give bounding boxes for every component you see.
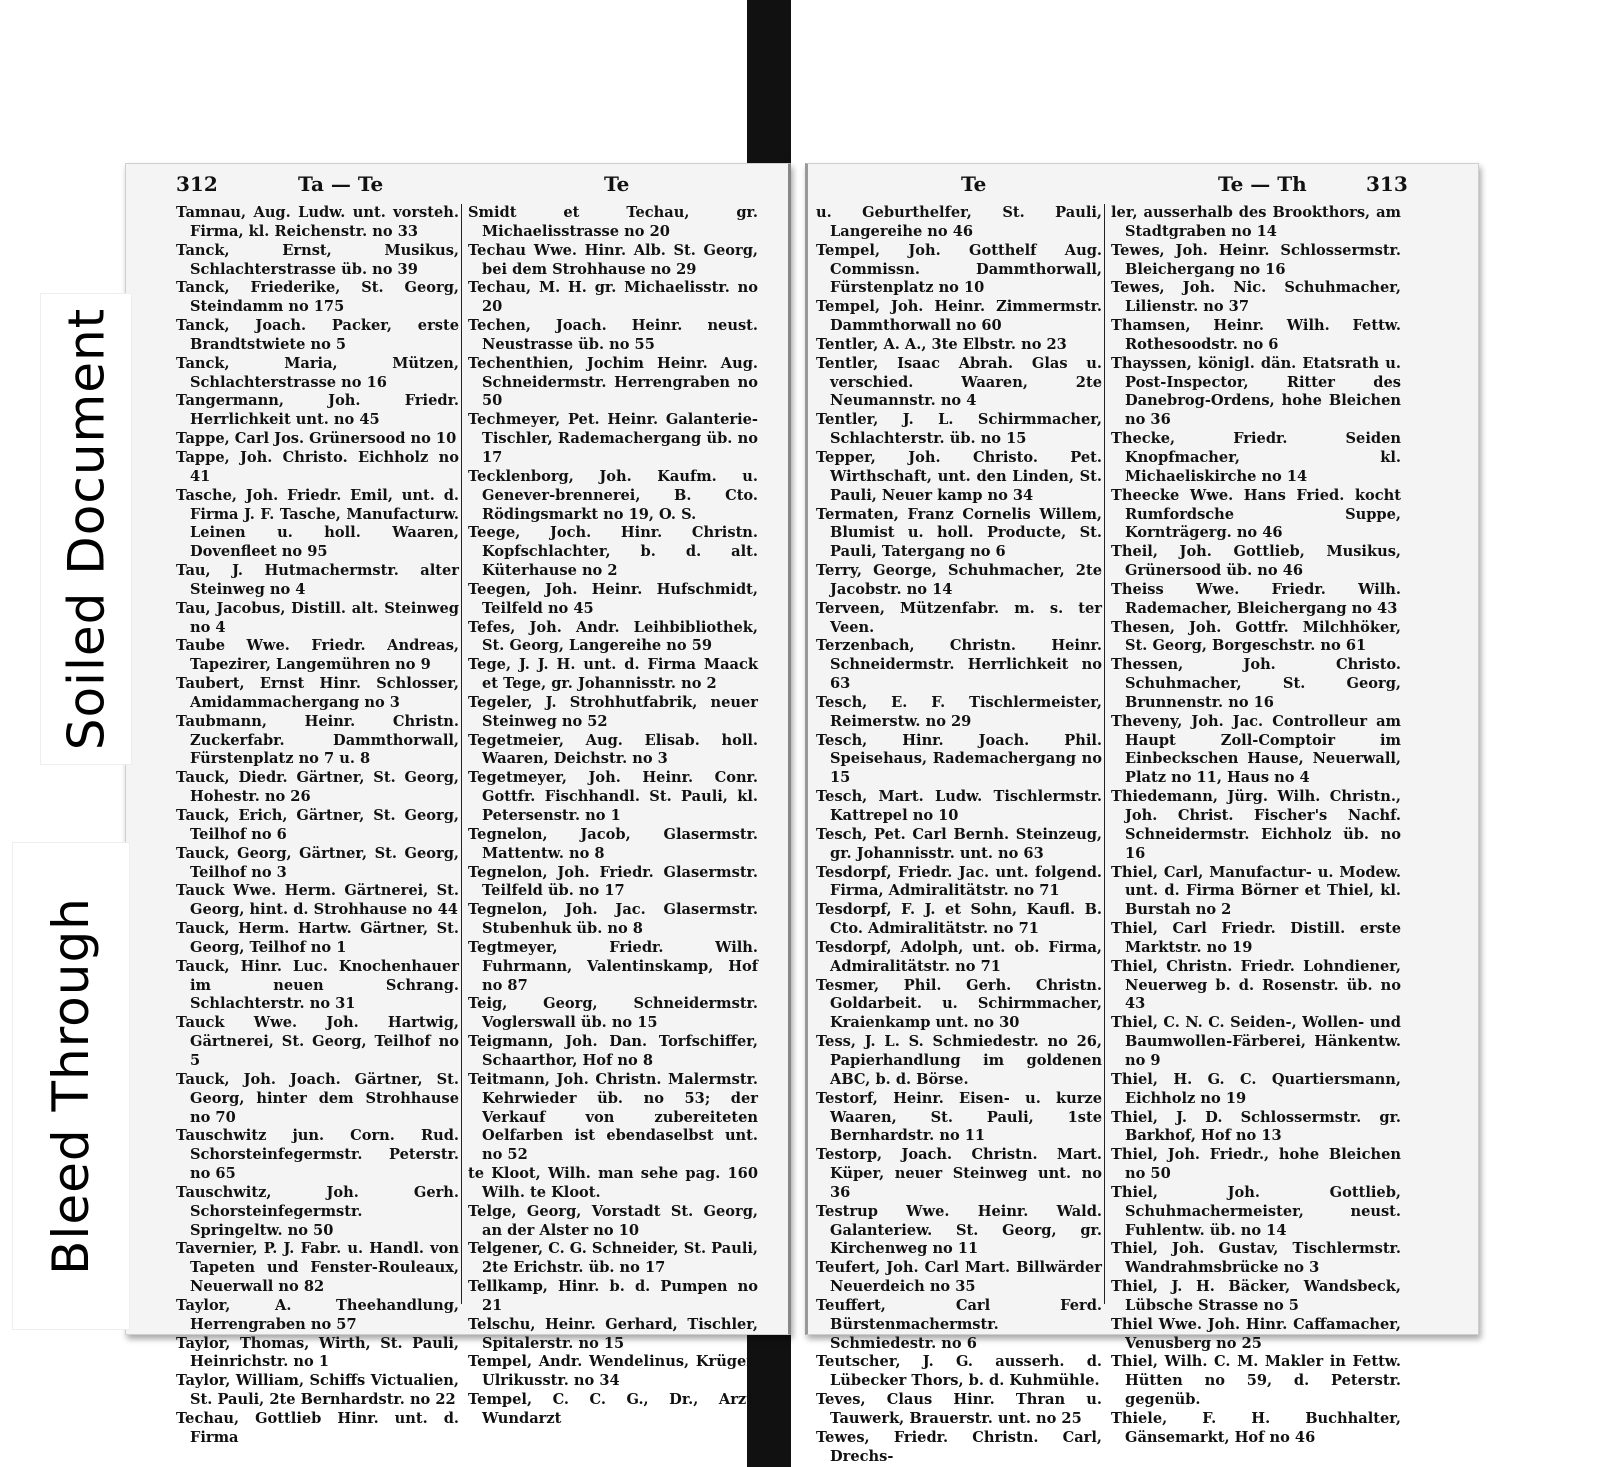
right-page-header: [808, 172, 1478, 202]
directory-entry: Tecklenborg, Joh. Kaufm. u. Genever-brennerei, B. Cto. Rödingsmarkt no 19, O. S.: [468, 467, 758, 523]
directory-entry: Thamsen, Heinr. Wilh. Fettw. Rothesoodstr. no 6: [1111, 317, 1401, 353]
directory-entry: Theil, Joh. Gottlieb, Musikus, Grünersood üb. no 46: [1111, 543, 1401, 580]
directory-entry: Tempel, C. C. G., Dr., Arzt, Wundarzt: [468, 1391, 758, 1427]
header-range: Ta — Te: [298, 172, 384, 196]
directory-entry: Teege, Joch. Hinr. Christn. Kopfschlachter, b. d. alt. Küterhause no 2: [468, 524, 758, 580]
soiled-document-stamp: [40, 293, 132, 765]
directory-entry: Tau, J. Hutmachermstr. alter Steinweg no 4: [176, 562, 459, 598]
directory-entry: Thiel, Carl Friedr. Distill. erste Marktstr. no 19: [1111, 920, 1401, 956]
directory-entry: Telschu, Heinr. Gerhard, Tischler, Spitalerstr. no 15: [468, 1315, 758, 1352]
directory-entry: Tauck Wwe. Herm. Gärtnerei, St. Georg, hint. d. Strohhause no 44: [176, 882, 459, 919]
page-number: 313: [1366, 172, 1408, 196]
directory-entry: Tegtmeyer, Friedr. Wilh. Fuhrmann, Valentinskamp, Hof no 87: [468, 938, 758, 994]
directory-entry: Tesch, Pet. Carl Bernh. Steinzeug, gr. Johannisstr. unt. no 63: [816, 825, 1102, 862]
directory-entry: Tesdorpf, F. J. et Sohn, Kaufl. B. Cto. Admiralitätstr. no 71: [816, 901, 1102, 938]
directory-entry: Telgener, C. G. Schneider, St. Pauli, 2te Erichstr. üb. no 17: [468, 1240, 758, 1277]
directory-entry: Testorp, Joach. Christn. Mart. Küper, neuer Steinweg unt. no 36: [816, 1146, 1102, 1201]
directory-entry: Tasche, Joh. Friedr. Emil, unt. d. Firma J. F. Tasche, Manufacturw. Leinen u. holl. Waaren, Dovenfleet no 95: [176, 486, 459, 561]
directory-entry: Taylor, A. Theehandlung, Herrengraben no 57: [176, 1296, 459, 1333]
directory-entry: Testrup Wwe. Heinr. Wald. Galanteriew. St. Georg, gr. Kirchenweg no 11: [816, 1202, 1102, 1258]
page-number: 312: [176, 172, 218, 196]
directory-entry: Teigmann, Joh. Dan. Torfschiffer, Schaarthor, Hof no 8: [468, 1033, 758, 1069]
directory-entry: Tentler, A. A., 3te Elbstr. no 23: [816, 335, 1067, 353]
directory-entry: Thecke, Friedr. Seiden Knopfmacher, kl. Michaeliskirche no 14: [1111, 430, 1401, 485]
directory-entry: Tauck, Hinr. Luc. Knochenhauer im neuen Schrang. Schlachterstr. no 31: [176, 957, 459, 1013]
directory-entry: Teig, Georg, Schneidermstr. Voglerswall üb. no 15: [468, 995, 758, 1032]
left-page: [125, 163, 791, 1446]
left-page-header: [126, 172, 788, 202]
directory-entry: Thiel, C. N. C. Seiden-, Wollen- und Baumwollen-Färberei, Hänkentw. no 9: [1111, 1014, 1401, 1069]
directory-entry: Taylor, William, Schiffs Victualien, St. Pauli, 2te Bernhardstr. no 22: [176, 1372, 459, 1409]
directory-entry: Thesen, Joh. Gottfr. Milchhöker, St. Georg, Borgeschstr. no 61: [1111, 618, 1401, 655]
directory-entry: Teitmann, Joh. Christn. Malermstr. Kehrwieder üb. no 53; der Verkauf von zubereiteten Oelfarben ist ebendaselbst unt. no 52: [468, 1070, 758, 1164]
directory-entry: Thiel, Joh. Gustav, Tischlermstr. Wandrahmsbrücke no 3: [1111, 1240, 1401, 1277]
directory-entry: Theiss Wwe. Friedr. Wilh. Rademacher, Bleichergang no 43: [1111, 580, 1401, 617]
directory-entry: Terzenbach, Christn. Heinr. Schneidermstr. Herrlichkeit no 63: [816, 637, 1102, 693]
directory-entry: Tamnau, Aug. Ludw. unt. vorsteh. Firma, kl. Reichenstr. no 33: [176, 204, 459, 240]
directory-column: [176, 204, 459, 1446]
directory-entry: Tempel, Joh. Heinr. Zimmermstr. Dammthorwall no 60: [816, 298, 1102, 335]
directory-entry: Tewes, Friedr. Christn. Carl, Drechs-: [816, 1428, 1102, 1465]
directory-entry: Tegnelon, Joh. Jac. Glasermstr. Stubenhuk üb. no 8: [468, 901, 758, 938]
directory-entry: u. Geburthelfer, St. Pauli, Langereihe no 46: [816, 204, 1102, 240]
directory-entry: Tegetmeier, Aug. Elisab. holl. Waaren, Deichstr. no 3: [468, 731, 758, 768]
directory-entry: Tanck, Maria, Mützen, Schlachterstrasse no 16: [176, 354, 459, 391]
directory-entry: Smidt et Techau, gr. Michaelisstrasse no 20: [468, 204, 758, 240]
directory-entry: Thiel, Joh. Gottlieb, Schuhmachermeister, neust. Fuhlentw. üb. no 14: [1111, 1183, 1401, 1239]
directory-entry: Techmeyer, Pet. Heinr. Galanterie-Tischler, Rademachergang üb. no 17: [468, 411, 758, 466]
stamp-label: Soiled Document: [57, 307, 116, 751]
header-letters: Te: [604, 172, 630, 196]
directory-entry: Thiel, Carl, Manufactur- u. Modew. unt. d. Firma Börner et Thiel, kl. Burstah no 2: [1111, 863, 1401, 919]
directory-entry: Terveen, Mützenfabr. m. s. ter Veen.: [816, 599, 1102, 636]
directory-entry: Tesdorpf, Friedr. Jac. unt. folgend. Firma, Admiralitätstr. no 71: [816, 863, 1102, 900]
directory-entry: Thiel, Joh. Friedr., hohe Bleichen no 50: [1111, 1146, 1401, 1183]
directory-entry: Teufert, Joh. Carl Mart. Billwärder Neuerdeich no 35: [816, 1259, 1102, 1296]
directory-entry: Tempel, Andr. Wendelinus, Krüger, Ulrikusstr. no 34: [468, 1353, 758, 1390]
directory-entry: Tauck, Joh. Joach. Gärtner, St. Georg, hinter dem Strohhause no 70: [176, 1070, 459, 1126]
directory-entry: Techau Wwe. Hinr. Alb. St. Georg, bei dem Strohhause no 29: [468, 241, 758, 278]
directory-entry: Thiel, H. G. C. Quartiersmann, Eichholz no 19: [1111, 1070, 1401, 1107]
directory-entry: Taube Wwe. Friedr. Andreas, Tapezirer, Langemühren no 9: [176, 637, 459, 674]
directory-entry: Termaten, Franz Cornelis Willem, Blumist u. holl. Producte, St. Pauli, Tatergang no 6: [816, 505, 1102, 561]
directory-entry: Taubmann, Heinr. Christn. Zuckerfabr. Dammthorwall, Fürstenplatz no 7 u. 8: [176, 712, 459, 768]
directory-entry: Thiel, Christn. Friedr. Lohndiener, Neuerweg b. d. Rosenstr. üb. no 43: [1111, 957, 1401, 1013]
directory-entry: Theveny, Joh. Jac. Controlleur am Haupt Zoll-Comptoir im Einbeckschen Hause, Neuerwall, Platz no 11, Haus no 4: [1111, 712, 1401, 787]
directory-entry: Tellkamp, Hinr. b. d. Pumpen no 21: [468, 1278, 758, 1314]
directory-entry: Teegen, Joh. Heinr. Hufschmidt, Teilfeld no 45: [468, 580, 758, 617]
directory-entry: Thiele, F. H. Buchhalter, Gänsemarkt, Hof no 46: [1111, 1410, 1401, 1446]
directory-entry: Tauschwitz jun. Corn. Rud. Schorsteinfegermstr. Peterstr. no 65: [176, 1127, 459, 1183]
directory-entry: Tauck Wwe. Joh. Hartwig, Gärtnerei, St. Georg, Teilhof no 5: [176, 1014, 459, 1069]
directory-entry: Tesch, E. F. Tischlermeister, Reimerstw. no 29: [816, 693, 1102, 730]
directory-entry: Techau, M. H. gr. Michaelisstr. no 20: [468, 279, 758, 316]
directory-entry: Tesmer, Phil. Gerh. Christn. Goldarbeit. u. Schirmmacher, Kraienkamp unt. no 30: [816, 976, 1102, 1032]
directory-entry: Taylor, Thomas, Wirth, St. Pauli, Heinrichstr. no 1: [176, 1334, 459, 1371]
directory-column: [461, 204, 758, 1427]
right-page: [805, 163, 1479, 1465]
directory-entry: Tegetmeyer, Joh. Heinr. Conr. Gottfr. Fischhandl. St. Pauli, kl. Petersenstr. no 1: [468, 769, 758, 824]
directory-entry: Thayssen, königl. dän. Etatsrath u. Post-Inspector, Ritter des Danebrog-Ordens, hohe Bleichen no 36: [1111, 354, 1401, 429]
directory-entry: Teves, Claus Hinr. Thran u. Tauwerk, Brauerstr. unt. no 25: [816, 1391, 1102, 1427]
directory-entry: Techen, Joach. Heinr. neust. Neustrasse üb. no 55: [468, 317, 758, 353]
directory-entry: Techau, Gottlieb Hinr. unt. d. Firma: [176, 1410, 459, 1446]
directory-entry: Tauck, Diedr. Gärtner, St. Georg, Hohestr. no 26: [176, 769, 459, 806]
directory-entry: Tentler, J. L. Schirmmacher, Schlachterstr. üb. no 15: [816, 411, 1102, 448]
directory-entry: Tesch, Hinr. Joach. Phil. Speisehaus, Rademachergang no 15: [816, 731, 1102, 787]
directory-entry: Theecke Wwe. Hans Fried. kocht Rumfordsche Suppe, Kornträgerg. no 46: [1111, 486, 1401, 542]
directory-entry: Teutscher, J. G. ausserh. d. Lübecker Thors, b. d. Kuhmühle.: [816, 1353, 1102, 1390]
directory-entry: Tepper, Joh. Christo. Pet. Wirthschaft, unt. den Linden, St. Pauli, Neuer kamp no 34: [816, 448, 1102, 504]
directory-entry: Thiel, Wilh. C. M. Makler in Fettw. Hütten no 59, d. Peterstr. gegenüb.: [1111, 1353, 1401, 1409]
directory-entry: Terry, George, Schuhmacher, 2te Jacobstr. no 14: [816, 562, 1102, 598]
directory-entry: Tanck, Friederike, St. Georg, Steindamm no 175: [176, 279, 459, 316]
directory-entry: Tangermann, Joh. Friedr. Herrlichkeit unt. no 45: [176, 392, 459, 429]
directory-entry: Telge, Georg, Vorstadt St. Georg, an der Alster no 10: [468, 1202, 758, 1239]
directory-entry: Testorf, Heinr. Eisen- u. kurze Waaren, St. Pauli, 1ste Bernhardstr. no 11: [816, 1089, 1102, 1145]
directory-entry: ler, ausserhalb des Brookthors, am Stadtgraben no 14: [1111, 204, 1401, 240]
directory-column: [1104, 204, 1401, 1446]
directory-entry: Thiel, J. D. Schlossermstr. gr. Barkhof, Hof no 13: [1111, 1108, 1401, 1145]
directory-entry: Tanck, Ernst, Musikus, Schlachterstrasse üb. no 39: [176, 241, 459, 278]
directory-entry: Tewes, Joh. Nic. Schuhmacher, Lilienstr. no 37: [1111, 279, 1401, 316]
directory-entry: te Kloot, Wilh. man sehe pag. 160 Wilh. te Kloot.: [468, 1165, 758, 1201]
directory-entry: Teuffert, Carl Ferd. Bürstenmachermstr. Schmiedestr. no 6: [816, 1296, 1102, 1352]
header-letters: Te: [961, 172, 987, 196]
directory-entry: Tesch, Mart. Ludw. Tischlermstr. Kattrepel no 10: [816, 788, 1102, 824]
directory-entry: Tappe, Carl Jos. Grünersood no 10: [176, 430, 457, 448]
directory-entry: Tanck, Joach. Packer, erste Brandtstwiete no 5: [176, 317, 459, 353]
directory-entry: Thessen, Joh. Christo. Schuhmacher, St. Georg, Brunnenstr. no 16: [1111, 656, 1401, 711]
bleed-through-stamp: [12, 842, 130, 1330]
directory-entry: Techenthien, Jochim Heinr. Aug. Schneidermstr. Herrengraben no 50: [468, 354, 758, 410]
directory-entry: Taubert, Ernst Hinr. Schlosser, Amidammachergang no 3: [176, 675, 459, 711]
directory-entry: Tappe, Joh. Christo. Eichholz no 41: [176, 448, 459, 485]
directory-entry: Tegnelon, Jacob, Glasermstr. Mattentw. no 8: [468, 825, 758, 862]
directory-entry: Tewes, Joh. Heinr. Schlossermstr. Bleichergang no 16: [1111, 241, 1401, 278]
directory-entry: Tavernier, P. J. Fabr. u. Handl. von Tapeten und Fenster-Rouleaux, Neuerwall no 82: [176, 1240, 459, 1296]
directory-entry: Tauschwitz, Joh. Gerh. Schorsteinfegermstr. Springeltw. no 50: [176, 1183, 459, 1239]
directory-entry: Tauck, Georg, Gärtner, St. Georg, Teilhof no 3: [176, 844, 459, 881]
directory-entry: Tauck, Herm. Hartw. Gärtner, St. Georg, Teilhof no 1: [176, 920, 459, 956]
directory-entry: Thiel Wwe. Joh. Hinr. Caffamacher, Venusberg no 25: [1111, 1315, 1401, 1352]
stamp-label: Bleed Through: [42, 897, 100, 1275]
directory-entry: Tempel, Joh. Gotthelf Aug. Commissn. Dammthorwall, Fürstenplatz no 10: [816, 241, 1102, 297]
directory-entry: Tentler, Isaac Abrah. Glas u. verschied. Waaren, 2te Neumannstr. no 4: [816, 354, 1102, 410]
directory-entry: Tegeler, J. Strohhutfabrik, neuer Steinweg no 52: [468, 693, 758, 730]
directory-column: [816, 204, 1102, 1465]
directory-entry: Tau, Jacobus, Distill. alt. Steinweg no 4: [176, 599, 459, 636]
directory-entry: Tauck, Erich, Gärtner, St. Georg, Teilhof no 6: [176, 807, 459, 843]
directory-entry: Tesdorpf, Adolph, unt. ob. Firma, Admiralitätstr. no 71: [816, 938, 1102, 975]
directory-entry: Tege, J. J. H. unt. d. Firma Maack et Tege, gr. Johannisstr. no 2: [468, 656, 758, 693]
directory-entry: Thiedemann, Jürg. Wilh. Christn., Joh. Christ. Fischer's Nachf. Schneidermstr. Eichholz üb. no 16: [1111, 788, 1401, 862]
directory-entry: Tefes, Joh. Andr. Leihbibliothek, St. Georg, Langereihe no 59: [468, 618, 758, 655]
directory-entry: Tess, J. L. S. Schmiedestr. no 26, Papierhandlung im goldenen ABC, b. d. Börse.: [816, 1033, 1102, 1088]
directory-entry: Thiel, J. H. Bäcker, Wandsbeck, Lübsche Strasse no 5: [1111, 1278, 1401, 1314]
directory-entry: Tegnelon, Joh. Friedr. Glasermstr. Teilfeld üb. no 17: [468, 863, 758, 900]
header-range: Te — Th: [1218, 172, 1307, 196]
